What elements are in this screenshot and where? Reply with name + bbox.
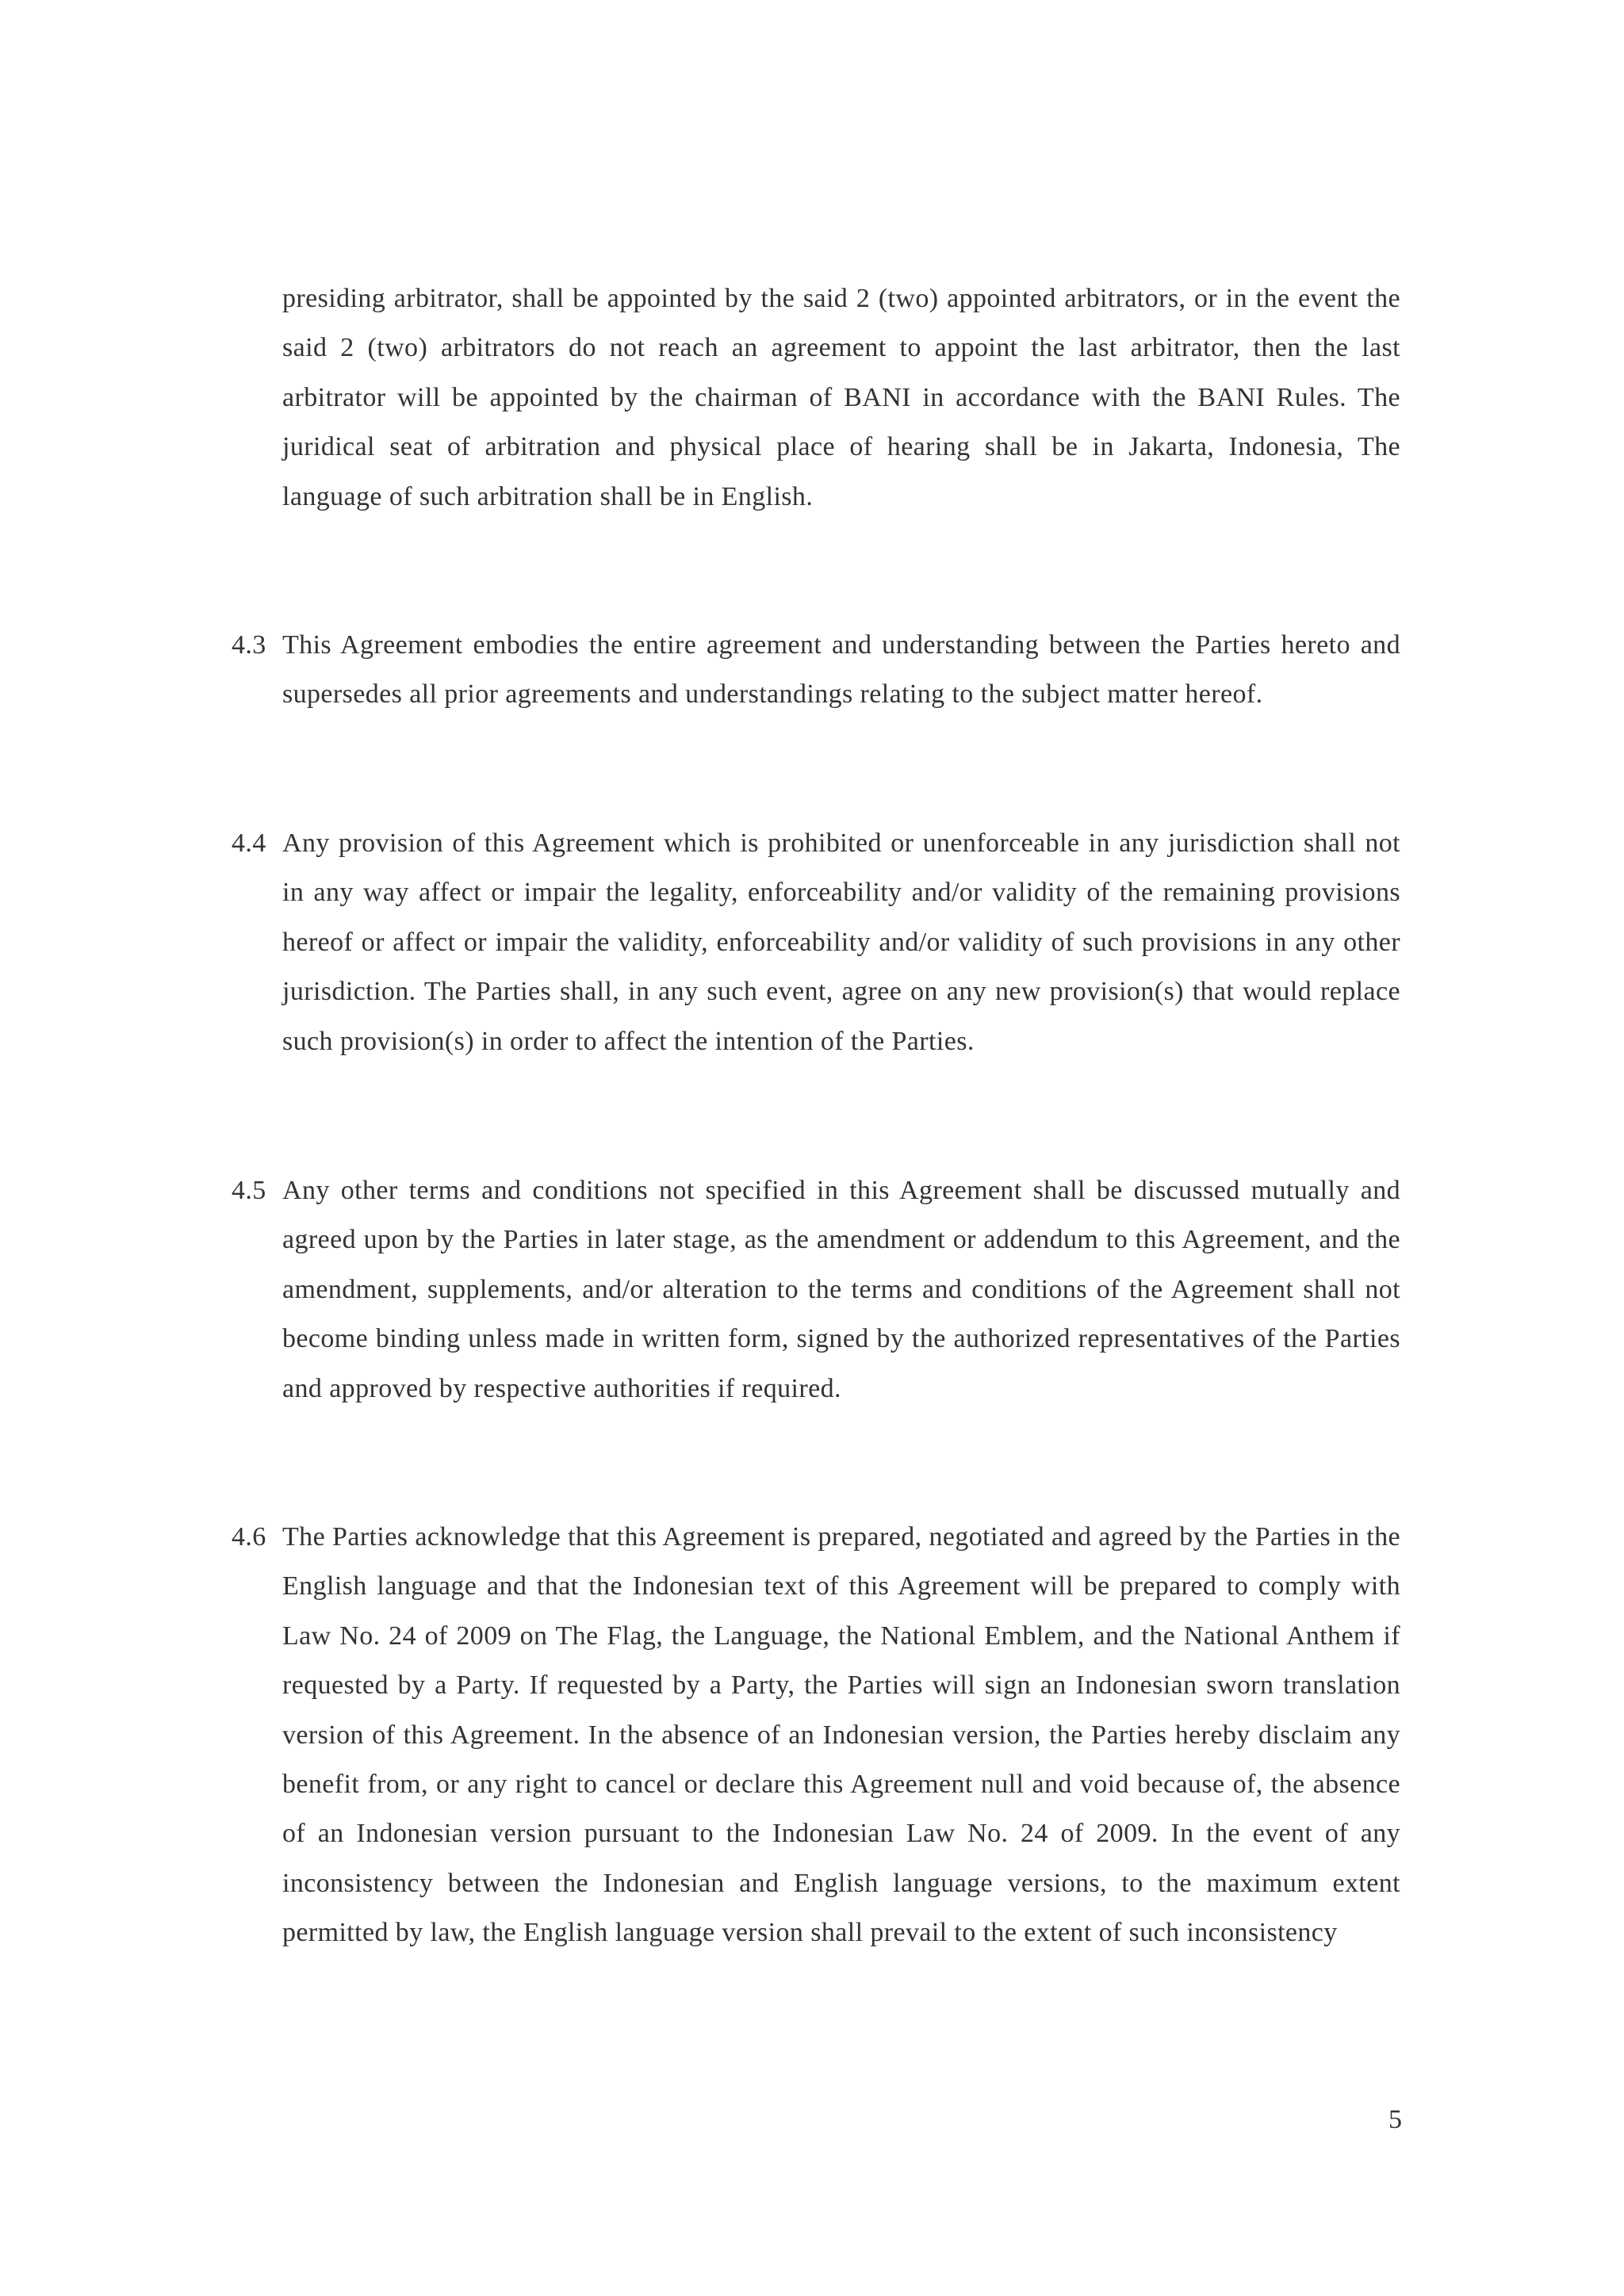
clause-number: 4.4 (232, 828, 266, 858)
clause-text: Any provision of this Agreement which is prohibited or unenforceable in any jurisdiction shall not in any way affect or impair the legality, enforceability and/or validity of the remaining provisions hereof or affect or impair the validity, enforceability and/or validity of such provisions in any other jurisdiction. The Parties shall, in any such event, agree on any new provision(s) that would replace such provision(s) in order to affect the intention of the Parties. (282, 828, 1400, 1056)
clause-number: 4.6 (232, 1522, 266, 1552)
clause-number: 4.5 (232, 1176, 266, 1205)
clause-number: 4.3 (232, 630, 266, 660)
page-number: 5 (1388, 2105, 1402, 2134)
continuation-text: presiding arbitrator, shall be appointed by the said 2 (two) appointed arbitrators, or in the event the said 2 (two) arbitrators do not reach an agreement to appoint the last arbitrator, then the last arbitrator will be appointed by the chairman of BANI in accordance with the BANI Rules. The juridical seat of arbitration and physical place of hearing shall be in Jakarta, Indonesia, The language of such arbitration shall be in English. (282, 284, 1400, 511)
clause-text: This Agreement embodies the entire agreement and understanding between the Parties hereto and supersedes all prior agreements and understandings relating to the subject matter hereof. (282, 630, 1400, 710)
clause-text: Any other terms and conditions not specified in this Agreement shall be discussed mutually and agreed upon by the Parties in later stage, as the amendment or addendum to this Agreement, and the amendment, supplements, and/or alteration to the terms and conditions of the Agreement shall not become binding unless made in written form, signed by the authorized representatives of the Parties and approved by respective authorities if required. (282, 1176, 1400, 1403)
arbitration-continuation-paragraph (282, 274, 1400, 522)
clause-text: The Parties acknowledge that this Agreement is prepared, negotiated and agreed by the Parties in the English language and that the Indonesian text of this Agreement will be prepared to comply with Law No. 24 of 2009 on The Flag, the Language, the National Emblem, and the National Anthem if requested by a Party. If requested by a Party, the Parties will sign an Indonesian sworn translation version of this Agreement. In the absence of an Indonesian version, the Parties hereby disclaim any benefit from, or any right to cancel or declare this Agreement null and void because of, the absence of an Indonesian version pursuant to the Indonesian Law No. 24 of 2009. In the event of any inconsistency between the Indonesian and English language versions, to the maximum extent permitted by law, the English language version shall prevail to the extent of such inconsistency (282, 1522, 1400, 1948)
